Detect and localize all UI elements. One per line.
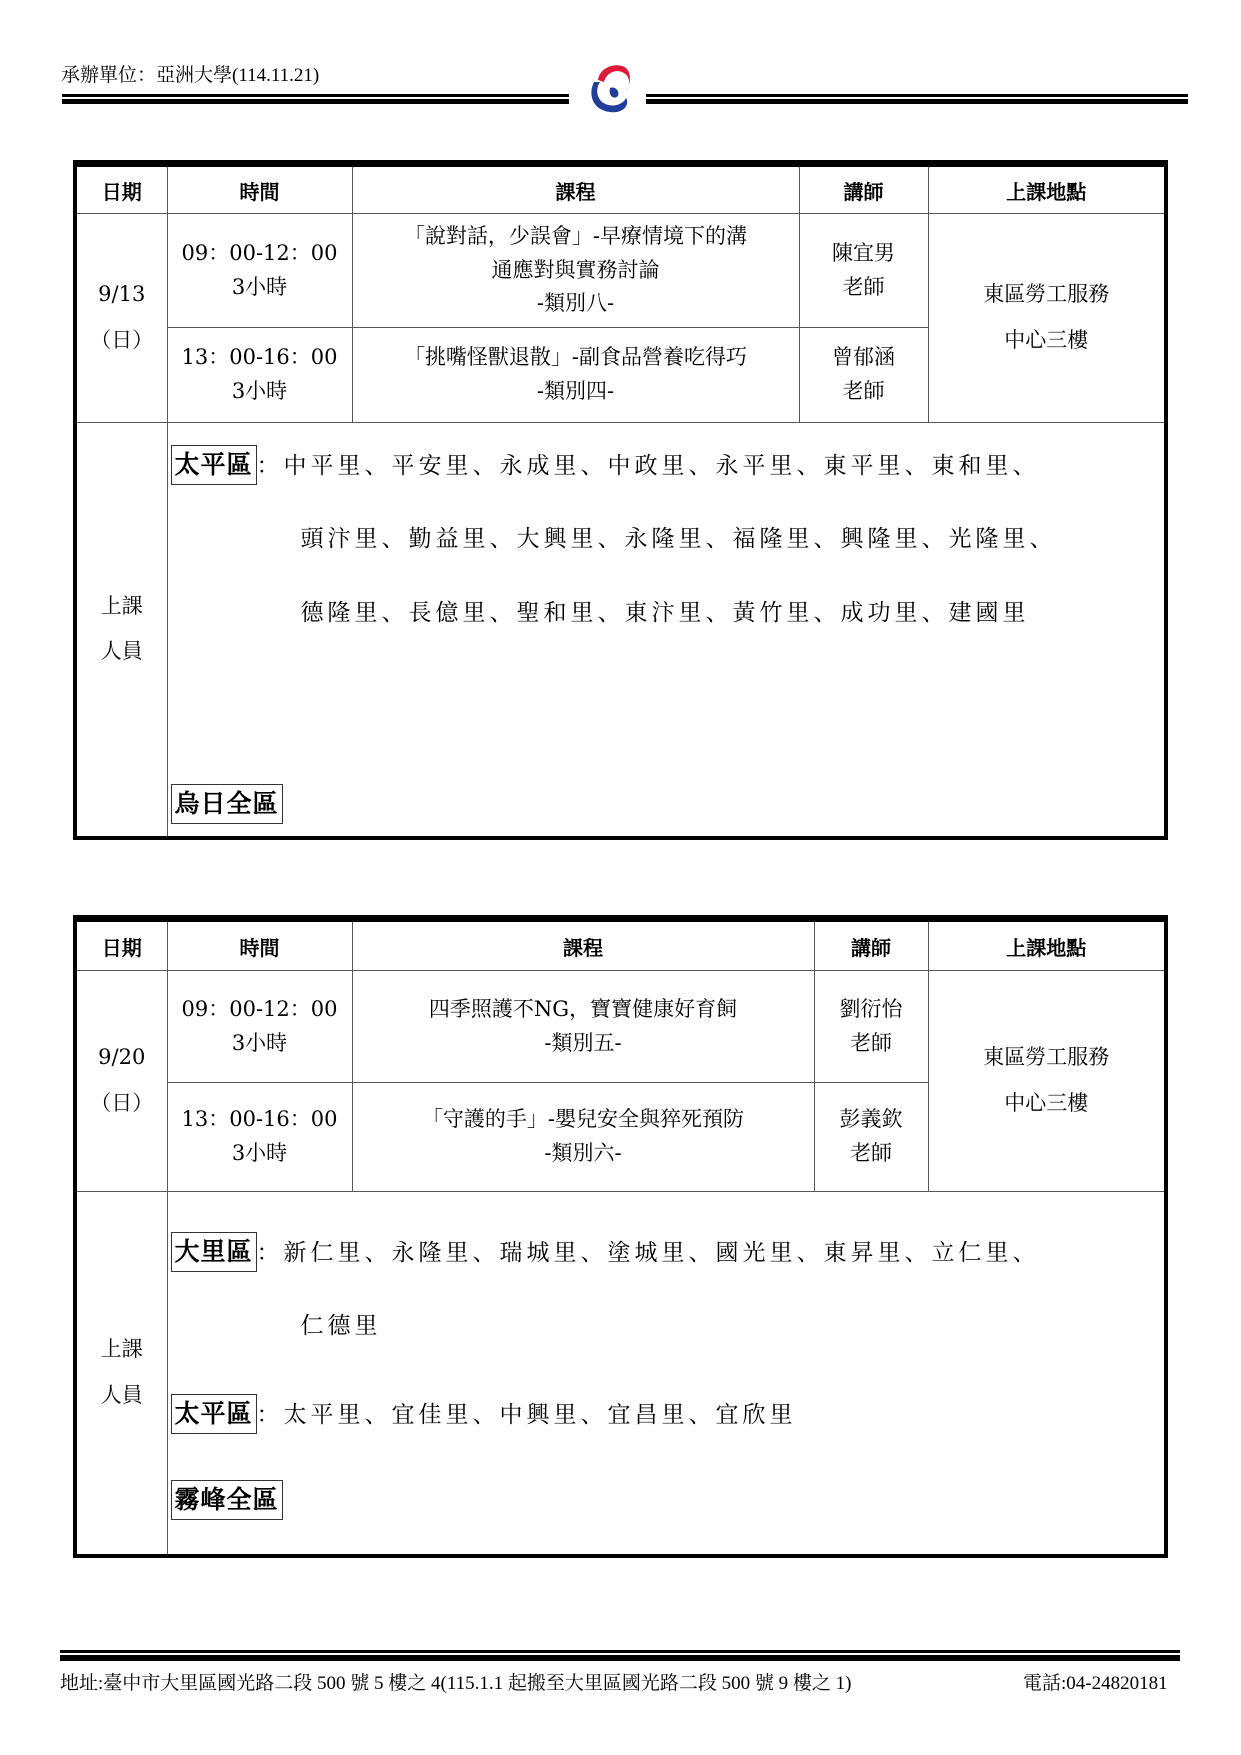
cell-text: 老師: [842, 274, 885, 299]
village-list: 德隆里、長億里、聖和里、東汴里、黃竹里、成功里、建國里: [300, 600, 1030, 626]
cell-text: 老師: [842, 379, 885, 403]
schedule-table-2: [73, 915, 1168, 1558]
cell-text: 彭義欽: [839, 1107, 903, 1132]
cell-text: 13：00-16：00: [181, 1107, 338, 1132]
col-teacher: 講師: [814, 919, 928, 971]
village-list: 頭汴里、勤益里、大興里、永隆里、福隆里、興隆里、光隆里、: [300, 526, 1057, 552]
col-teacher: 講師: [799, 164, 928, 214]
course-cell: [352, 214, 799, 328]
district-label: 大里區: [171, 1232, 257, 1272]
cell-text: 通應對與實務討論: [491, 257, 660, 282]
footer-rule: [60, 1650, 1180, 1661]
cell-text: 東區勞工服務: [983, 282, 1110, 307]
attendees-cell: [167, 1192, 1166, 1557]
header-rule-left: [62, 94, 569, 104]
cell-text: 09：00-12：00: [181, 240, 338, 265]
district-label: 烏日全區: [171, 784, 283, 824]
col-course: 課程: [352, 919, 814, 971]
cell-text: 「守護的手」-嬰兒安全與猝死預防: [421, 1107, 745, 1132]
teacher-cell: [814, 1083, 928, 1192]
footer-address: 地址:臺中市大里區國光路二段 500 號 5 樓之 4(115.1.1 起搬至大里區國光路二段 500 號 9 樓之 1): [60, 1673, 852, 1694]
schedule-table-1: [73, 160, 1168, 840]
teacher-cell: [799, 328, 928, 423]
location-cell: [928, 971, 1166, 1192]
organizer-text: 承辦單位：亞洲大學(114.11.21): [61, 65, 320, 86]
date-cell: [75, 214, 167, 423]
cell-text: 四季照護不NG，寶寶健康好育飼: [428, 996, 738, 1021]
course-cell: [352, 1083, 814, 1192]
col-time: 時間: [167, 919, 352, 971]
cell-text: 3小時: [231, 379, 288, 403]
table-row: [75, 214, 1166, 328]
col-time: 時間: [167, 164, 352, 214]
time-cell: [167, 1083, 352, 1192]
cell-text: （日）: [90, 328, 154, 352]
cell-text: 「挑嘴怪獸退散」-副食品營養吃得巧: [403, 345, 748, 370]
village-list: ：中平里、平安里、永成里、中政里、永平里、東平里、東和里、: [256, 453, 1040, 479]
cell-text: 老師: [850, 1141, 892, 1165]
cell-text: 9/20: [98, 1045, 146, 1070]
cell-text: 09：00-12：00: [181, 996, 338, 1021]
cell-text: 人員: [100, 639, 143, 664]
time-cell: [167, 971, 352, 1083]
cell-text: 老師: [850, 1030, 892, 1055]
district-label: 太平區: [171, 1394, 257, 1434]
cell-text: 中心三樓: [1004, 1091, 1089, 1115]
cell-text: 「說對話，少誤會」-早療情境下的溝: [403, 224, 748, 249]
cell-text: 3小時: [231, 1030, 288, 1055]
university-logo-icon: [584, 60, 640, 116]
cell-text: 上課: [100, 1337, 143, 1362]
village-list: ：新仁里、永隆里、瑞城里、塗城里、國光里、東昇里、立仁里、: [256, 1240, 1040, 1266]
teacher-cell: [814, 971, 928, 1083]
village-list: 仁德里: [300, 1313, 382, 1339]
district-label: 太平區: [171, 445, 257, 485]
col-location: 上課地點: [928, 164, 1166, 214]
table-row: [75, 971, 1166, 1083]
cell-text: -類別八-: [536, 291, 615, 316]
col-date: 日期: [75, 919, 167, 971]
attendees-label: [75, 423, 167, 838]
cell-text: 3小時: [231, 274, 288, 299]
cell-text: 中心三樓: [1004, 328, 1089, 352]
course-cell: [352, 328, 799, 423]
cell-text: 9/13: [98, 282, 146, 307]
cell-text: 陳宜男: [832, 240, 895, 265]
cell-text: -類別五-: [544, 1030, 622, 1055]
cell-text: 曾郁涵: [832, 345, 895, 370]
col-date: 日期: [75, 164, 167, 214]
teacher-cell: [799, 214, 928, 328]
footer-phone: 電話:04-24820181: [1023, 1673, 1168, 1694]
village-list: ：太平里、宜佳里、中興里、宜昌里、宜欣里: [256, 1402, 797, 1428]
course-cell: [352, 971, 814, 1083]
attendees-label: [75, 1192, 167, 1557]
cell-text: 劉衍怡: [839, 996, 903, 1021]
cell-text: -類別六-: [544, 1141, 622, 1165]
date-cell: [75, 971, 167, 1192]
cell-text: 3小時: [231, 1141, 288, 1165]
cell-text: 13：00-16：00: [181, 345, 338, 370]
attendees-cell: [167, 423, 1166, 838]
cell-text: 人員: [100, 1383, 143, 1407]
time-cell: [167, 328, 352, 423]
location-cell: [928, 214, 1166, 423]
district-label: 霧峰全區: [171, 1480, 283, 1520]
col-course: 課程: [352, 164, 799, 214]
time-cell: [167, 214, 352, 328]
header-rule-right: [646, 94, 1188, 104]
cell-text: -類別四-: [536, 379, 615, 403]
cell-text: 上課: [100, 593, 143, 618]
col-location: 上課地點: [928, 919, 1166, 971]
cell-text: 東區勞工服務: [983, 1045, 1110, 1070]
cell-text: （日）: [90, 1091, 154, 1115]
